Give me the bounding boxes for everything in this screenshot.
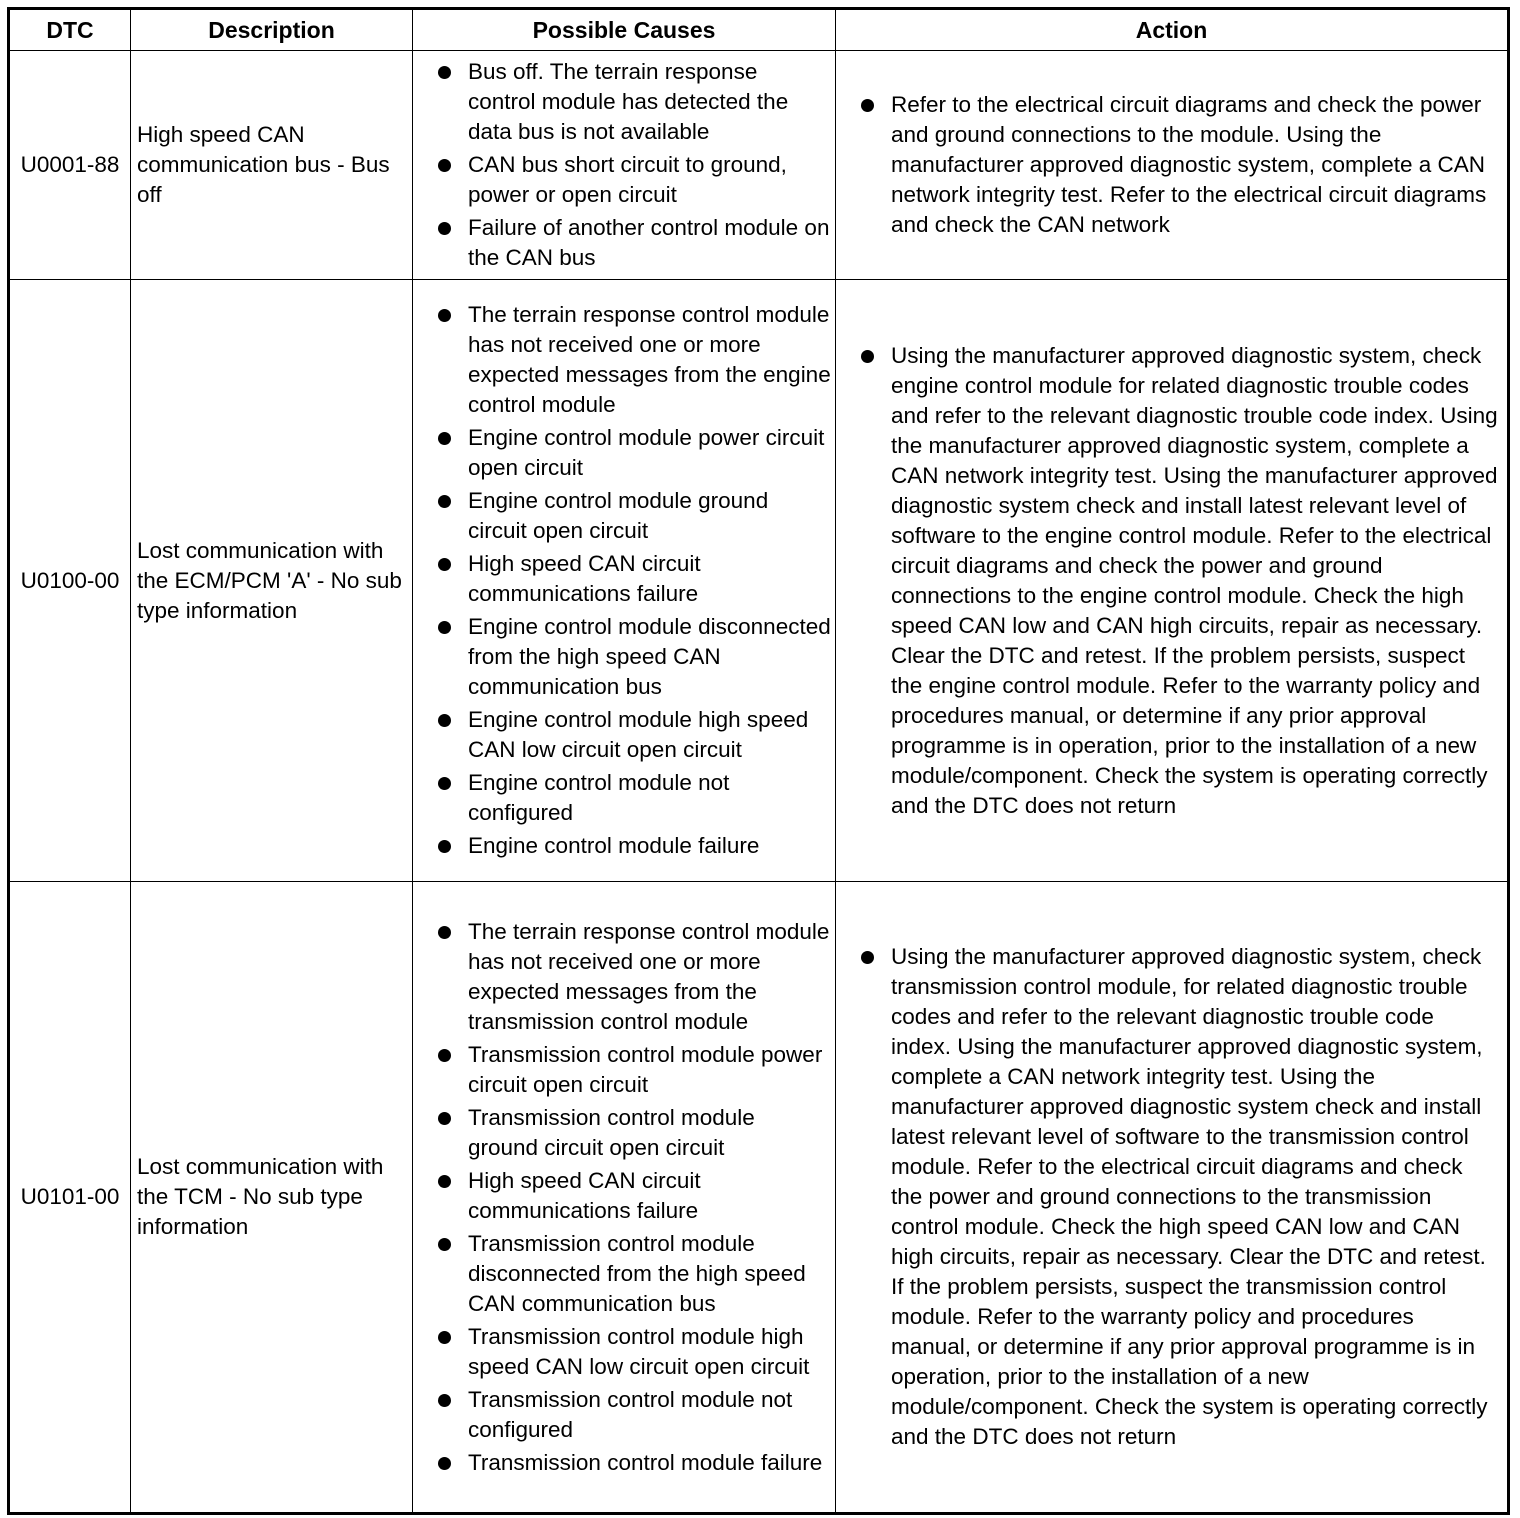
header-description: Description [131,9,413,51]
cause-item: The terrain response control module has not received one or more expected messages from the engine control module [434,300,831,420]
header-action: Action [836,9,1509,51]
dtc-description: Lost communication with the TCM - No sub type information [131,882,413,1514]
table-header [9,9,1509,51]
cause-item: Engine control module power circuit open circuit [434,423,831,483]
header-possible-causes: Possible Causes [413,9,836,51]
cause-item: Engine control module ground circuit open circuit [434,486,831,546]
cause-item: Transmission control module failure [434,1448,831,1478]
header-row [9,9,1509,51]
action-list [857,90,1499,240]
cause-item: Transmission control module power circuit open circuit [434,1040,831,1100]
cause-item: Transmission control module ground circuit open circuit [434,1103,831,1163]
cause-item: Transmission control module not configured [434,1385,831,1445]
possible-causes [413,882,836,1514]
action-item: Using the manufacturer approved diagnostic system, check engine control module for related diagnostic trouble codes and refer to the relevant diagnostic trouble code index. Using the manufacturer approved diagnostic system, complete a CAN network integrity test. Using the manufacturer approved diagnostic system check and install latest relevant level of software to the engine control module. Refer to the electrical circuit diagrams and check the power and ground connections to the engine control module. Check the high speed CAN low and CAN high circuits, repair as necessary. Clear the DTC and retest. If the problem persists, suspect the engine control module. Refer to the warranty policy and procedures manual, or determine if any prior approval programme is in operation, prior to the installation of a new module/component. Check the system is operating correctly and the DTC does not return [857,341,1499,821]
cause-item: High speed CAN circuit communications failure [434,549,831,609]
dtc-code: U0101-00 [9,882,131,1514]
dtc-description: Lost communication with the ECM/PCM 'A' - No sub type information [131,280,413,882]
cause-item: Transmission control module disconnected from the high speed CAN communication bus [434,1229,831,1319]
cause-item: Failure of another control module on the CAN bus [434,213,831,273]
dtc-description: High speed CAN communication bus - Bus off [131,51,413,280]
cause-item: Engine control module high speed CAN low circuit open circuit [434,705,831,765]
action [836,882,1509,1514]
causes-list [434,300,831,861]
cause-item: Engine control module disconnected from the high speed CAN communication bus [434,612,831,702]
causes-list [434,917,831,1478]
header-dtc: DTC [9,9,131,51]
action-item: Using the manufacturer approved diagnostic system, check transmission control module, for related diagnostic trouble codes and refer to the relevant diagnostic trouble code index. Using the manufacturer approved diagnostic system, complete a CAN network integrity test. Using the manufacturer approved diagnostic system check and install latest relevant level of software to the transmission control module. Refer to the electrical circuit diagrams and check the power and ground connections to the transmission control module. Check the high speed CAN low and CAN high circuits, repair as necessary. Clear the DTC and retest. If the problem persists, suspect the transmission control module. Refer to the warranty policy and procedures manual, or determine if any prior approval programme is in operation, prior to the installation of a new module/component. Check the system is operating correctly and the DTC does not return [857,942,1499,1452]
action-list [857,942,1499,1452]
cause-item: High speed CAN circuit communications failure [434,1166,831,1226]
possible-causes [413,51,836,280]
cause-item: CAN bus short circuit to ground, power or open circuit [434,150,831,210]
dtc-code: U0100-00 [9,280,131,882]
table-row [9,51,1509,280]
causes-list [434,57,831,273]
action-item: Refer to the electrical circuit diagrams and check the power and ground connections to the module. Using the manufacturer approved diagnostic system, complete a CAN network integrity test. Refer to the electrical circuit diagrams and check the CAN network [857,90,1499,240]
dtc-table [7,7,1510,1515]
dtc-code: U0001-88 [9,51,131,280]
cause-item: Engine control module not configured [434,768,831,828]
table-row [9,280,1509,882]
cause-item: Transmission control module high speed CAN low circuit open circuit [434,1322,831,1382]
action-list [857,341,1499,821]
table-body [9,51,1509,1514]
cause-item: The terrain response control module has not received one or more expected messages from the transmission control module [434,917,831,1037]
action [836,51,1509,280]
cause-item: Engine control module failure [434,831,831,861]
cause-item: Bus off. The terrain response control module has detected the data bus is not available [434,57,831,147]
table-row [9,882,1509,1514]
action [836,280,1509,882]
possible-causes [413,280,836,882]
